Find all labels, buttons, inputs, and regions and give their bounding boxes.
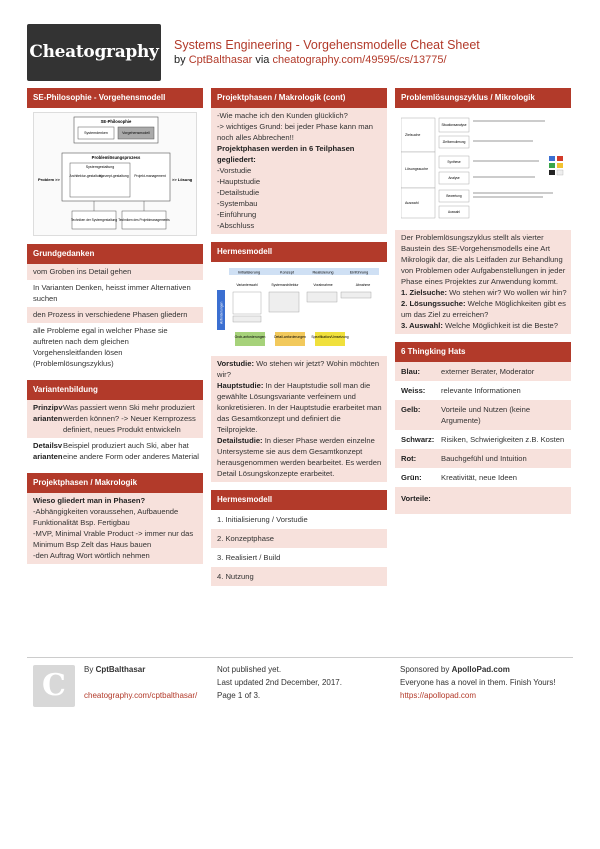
list-item: alle Probleme egal in welcher Phase sie auftreten nach dem gleichen Vorgehensleitfanden lösen (Problemlösungszyklus) (33, 326, 168, 368)
section-title: Grundgedanken (27, 244, 203, 264)
list-item: 4. Nutzung (211, 567, 387, 586)
svg-text:Auswahl: Auswahl (447, 210, 461, 214)
list-item: 1. Initialisierung / Vorstudie (217, 515, 308, 524)
section-title: Hermesmodell (211, 242, 387, 262)
footer-author-link[interactable]: cheatography.com/cptbalthasar/ (84, 691, 198, 700)
svg-text:Lösungssuche: Lösungssuche (405, 167, 429, 171)
se-philosophie-diagram (33, 112, 197, 236)
list-item: -Wie mache ich den Kunden glücklich? -> wichtiges Grund: bei jeder Phase kann man noch alles Abbrechen!! Projektphasen werden in 6 Teilphasen gegliedert: -Vorstudie -Hauptstudie -Detailstudie -Systembau -Einführung -Abschluss (211, 108, 387, 234)
section-hermesmodell-2 (211, 490, 387, 586)
table-row: Weiss: relevante Informationen (401, 386, 521, 395)
section-title: Projektphasen / Makrologik (27, 473, 203, 493)
column-3 (395, 88, 571, 522)
logo-text: Cheatography (29, 42, 159, 62)
list-item: vom Groben ins Detail gehen (27, 264, 203, 280)
svg-text:Situationsanalyse: Situationsanalyse (441, 123, 467, 127)
column-2 (211, 88, 387, 594)
svg-text:Grob-anforderungen: Grob-anforderungen (234, 335, 266, 339)
section-projektphasen (27, 473, 203, 564)
footer-meta: Not published yet. Last updated 2nd December, 2017. Page 1 of 3. (217, 665, 342, 700)
fig-b1: Architektur-gestaltung (69, 174, 103, 178)
section-title: 6 Thingking Hats (395, 342, 571, 362)
fig-top: SE-Philosophie (100, 119, 132, 124)
fig-sub1: Systemdenken (84, 131, 108, 135)
list-item: den Prozess in verschiedene Phasen gliedern (27, 307, 203, 323)
row-key: Detailsvarianten (33, 441, 63, 461)
table-row: Gelb: Vorteile und Nutzen (keine Argumente) (395, 400, 571, 430)
list-item: 2. Konzeptphase (211, 529, 387, 548)
list-item: 3. Realisiert / Build (217, 553, 281, 562)
author-avatar[interactable]: C (33, 665, 75, 707)
svg-text:Zielformulierung: Zielformulierung (442, 140, 466, 144)
row-key: Prinzipvarianten (33, 403, 63, 423)
section-variantenbildung (27, 380, 203, 465)
sponsor-link[interactable]: https://apollopad.com (400, 691, 477, 700)
section-thinking-hats (395, 342, 571, 514)
svg-text:Anforderungen: Anforderungen (219, 301, 224, 324)
fig-mid: Problemlösungsprozess (91, 155, 141, 160)
question: Wieso gliedert man in Phasen? (33, 496, 146, 505)
section-se-philosophie (27, 88, 203, 236)
svg-text:Synthese: Synthese (447, 160, 461, 164)
section-problemloesungszyklus (395, 88, 571, 334)
fig-loesung: >> Lösung (172, 177, 193, 182)
hermes-diagram (217, 266, 381, 352)
fig-bot1: Techniken der Systemgestaltung (70, 218, 118, 222)
list-item: Vorstudie: Wo stehen wir jetzt? Wohin möchten wir? Hauptstudie: In der Hauptstudie soll man die gewählte Lösungsvariante verfeinern und konkretisieren. In der Hauptstudie erarbeitet man das Gesamtkonzept und definiert die Teilprojekte. Detailstudie: In dieser Phase werden einzelne Untersysteme sie aus dem Gesamtkonzept herausgenommen werden bearbeitet. Es werden Detail Lösungskonzepte erarbeitet. (211, 356, 387, 482)
footer-author: By CptBalthasar cheatography.com/cptbalthasar/ (84, 665, 198, 700)
footer (0, 657, 600, 717)
section-projektphasen-cont (211, 88, 387, 234)
table-row: Grün: Kreativität, neue Ideen (401, 473, 517, 482)
section-title: Problemlösungszyklus / Mikrologik (395, 88, 571, 108)
row-value: Beispiel produziert auch Ski, aber hat eine andere Form oder anderes Material (63, 441, 199, 461)
svg-text:Zielsuche: Zielsuche (405, 133, 421, 137)
svg-text:Auswahl: Auswahl (405, 201, 419, 205)
list-item: Wieso gliedert man in Phasen? -Abhängigkeiten voraussehen, Aufbauende Funktionalität Bsp. Fertigbau -MVP, Minimal Vrable Product -> immer nur das Minimum Bsp Zelt das Haus bauen -den Auftrag Wort wörtlich nehmen (27, 493, 203, 564)
svg-text:Einführung: Einführung (349, 270, 369, 275)
svg-text:Abnahme: Abnahme (355, 283, 371, 287)
section-title: Hermesmodell (211, 490, 387, 510)
section-title: Variantenbildung (27, 380, 203, 400)
section-title: SE-Philosophie - Vorgehensmodell (27, 88, 203, 108)
fig-sub2: Vorgehensmodell (122, 131, 150, 135)
column-1 (27, 88, 203, 572)
svg-text:Bewertung: Bewertung (446, 194, 462, 198)
fig-bot2: Techniken des Projektmanagements (118, 218, 170, 222)
footer-author-name[interactable]: CptBalthasar (95, 665, 146, 674)
problemloesung-diagram (401, 112, 565, 226)
table-row (27, 438, 203, 465)
fig-b3: Projekt-management (134, 174, 166, 178)
fig-b2: Konzept-gestaltung (99, 174, 129, 178)
table-row: Blau: externer Berater, Moderator (395, 362, 571, 381)
svg-text:Detail-anforderungen: Detail-anforderungen (274, 335, 306, 339)
sponsor-name[interactable]: ApolloPad.com (451, 665, 510, 674)
footer-divider (27, 657, 573, 658)
list-item: Der Problemlösungszyklus stellt als vierter Baustein des SE-Vorgehensmodells eine Art Mikrologik dar, die als Leitfaden zur Behandlung von Problemen oder Aufgabenstellungen in jeder Phase eines Projektes zur Anwendung kommt. 1. Zielsuche: Wo stehen wir? Wo wollen wir hin? 2. Lösungssuche: Welche Möglichkeiten gibt es um das Ziel zu erreichen? 3. Auswahl: Welche Möglichkeit ist die Beste? (395, 230, 571, 334)
row-value: Was passiert wenn Ski mehr produziert werden können? -> Neuer Kernprozess definiert, neues Produkt entwickeln (63, 403, 196, 434)
subtitle: by CptBalthasar via cheatography.com/49595/cs/13775/ (174, 54, 447, 66)
table-row: Schwarz: Risiken, Schwierigkeiten z.B. Kosten (401, 435, 565, 444)
svg-text:Vorabnahme: Vorabnahme (313, 283, 333, 287)
page-title: Systems Engineering - Vorgehensmodelle Cheat Sheet (174, 38, 480, 52)
table-row: Rot: Bauchgefühl und Intuition (395, 449, 571, 468)
svg-text:Konzept: Konzept (280, 270, 294, 275)
svg-text:Spezifikation/Umsetzung: Spezifikation/Umsetzung (311, 335, 349, 339)
author-link[interactable]: CptBalthasar (188, 54, 253, 66)
svg-text:Systemarchitektur: Systemarchitektur (271, 283, 299, 287)
svg-text:Realisierung: Realisierung (312, 270, 334, 275)
section-title: Projektphasen / Makrologik (cont) (211, 88, 387, 108)
section-grundgedanken (27, 244, 203, 372)
fig-problem: Problem >> (38, 177, 60, 182)
cheatography-logo[interactable] (27, 24, 161, 81)
table-row (27, 400, 203, 438)
header (0, 0, 600, 88)
sheet-url-link[interactable]: cheatography.com/49595/cs/13775/ (272, 54, 447, 66)
fig-gestaltung: Systemgestaltung (85, 165, 115, 169)
svg-text:Variantenwahl: Variantenwahl (236, 283, 258, 287)
svg-text:Analyse: Analyse (448, 176, 460, 180)
section-hermesmodell (211, 242, 387, 482)
table-row: Vorteile: (395, 487, 571, 514)
footer-sponsor: Sponsored by ApolloPad.com Everyone has a novel in them. Finish Yours! https://apollopad.com (400, 665, 556, 700)
svg-text:Initialisierung: Initialisierung (237, 270, 261, 275)
list-item: In Varianten Denken, heisst immer Alternativen suchen (33, 283, 191, 303)
